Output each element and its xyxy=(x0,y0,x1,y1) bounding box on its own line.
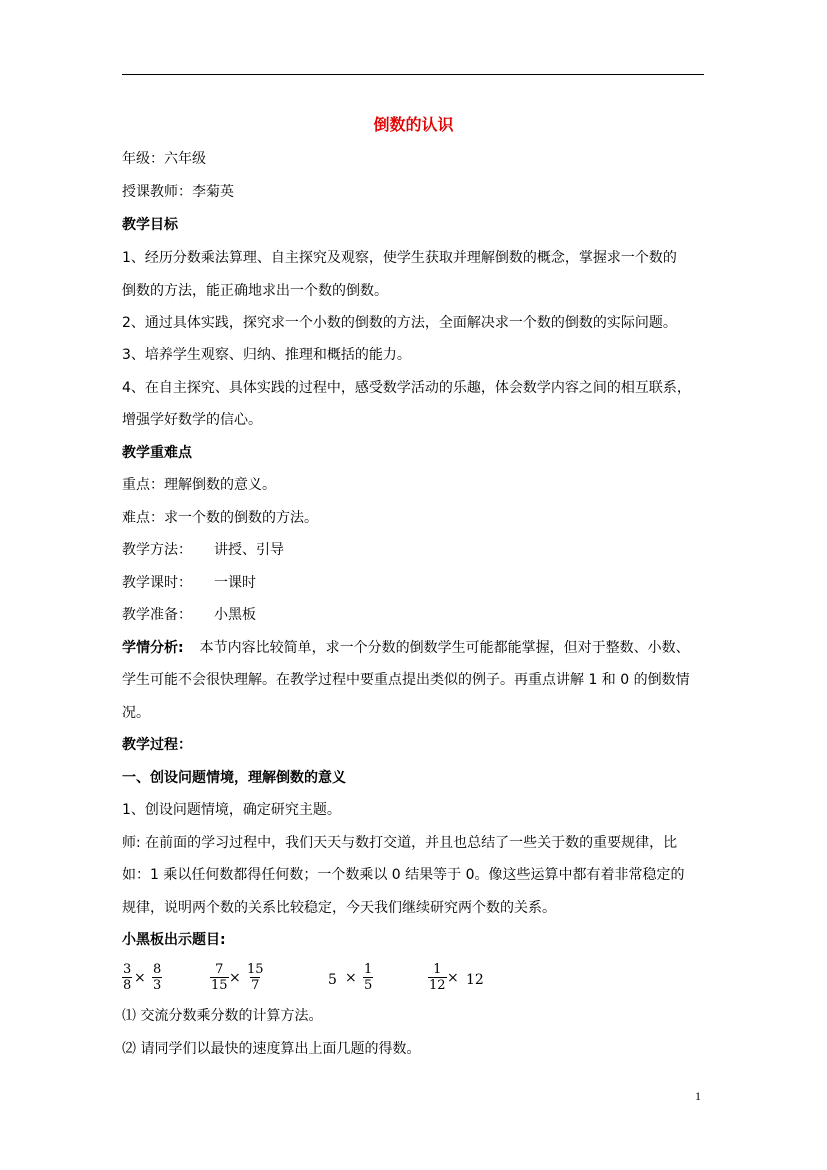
times-sign: × xyxy=(345,970,357,986)
fraction: $\frac{3}{8}$ xyxy=(123,962,132,993)
teacher-speech-line-2: 如：1 乘以任何数都得任何数；一个数乘以 0 结果等于 0。像这些运算中都有着非常稳定的 xyxy=(122,867,685,883)
goals-heading: 教学目标 xyxy=(122,217,178,233)
goal-4-line-1: 4、在自主探究、具体实践的过程中，感受数学活动的乐趣，体会数学内容之间的相互联系， xyxy=(122,380,691,396)
analysis-line-1 xyxy=(122,639,690,657)
page-number: 1 xyxy=(695,1089,701,1103)
times-sign: × xyxy=(134,970,146,986)
analysis-line-3: 况。 xyxy=(122,705,150,721)
hard-point: 难点：求一个数的倒数的方法。 xyxy=(122,510,318,526)
teacher-speech-line-3: 规律，说明两个数的关系比较稳定，今天我们继续研究两个数的关系。 xyxy=(122,900,556,916)
whole-number: 12 xyxy=(466,972,484,988)
analysis-line-2: 学生可能不会很快理解。在教学过程中要重点提出类似的例子。再重点讲解 1 和 0 的倒数情 xyxy=(122,672,690,688)
board-heading: 小黑板出示题目: xyxy=(122,932,226,948)
times-sign: × xyxy=(447,970,459,986)
question-2: ⑵ 请同学们以最快的速度算出上面几题的得数。 xyxy=(122,1041,421,1057)
whole-number: 5 xyxy=(328,972,337,988)
fraction: $\frac{15}{7}$ xyxy=(247,962,264,993)
hours-value: 一课时 xyxy=(214,575,256,591)
prep-line xyxy=(122,606,256,624)
key-point: 重点：理解倒数的意义。 xyxy=(122,477,276,493)
method-value: 讲授、引导 xyxy=(214,542,284,558)
page-title: 倒数的认识 xyxy=(373,115,454,134)
times-sign: × xyxy=(229,970,241,986)
goal-2: 2、通过具体实践，探究求一个小数的倒数的方法，全面解决求一个数的倒数的实际问题。 xyxy=(122,315,677,331)
question-1: ⑴ 交流分数乘分数的计算方法。 xyxy=(122,1008,323,1024)
hours-line xyxy=(122,574,256,592)
teacher-line: 授课教师：李菊英 xyxy=(122,184,234,200)
method-line xyxy=(122,541,284,559)
fraction: $\frac{7}{15}$ xyxy=(211,962,228,993)
goal-4-line-2: 增强学好数学的信心。 xyxy=(122,412,262,428)
section-1-heading: 一、创设问题情境，理解倒数的意义 xyxy=(122,770,346,786)
analysis-label: 学情分析: xyxy=(122,640,184,656)
teacher-speech-line-1: 师: 在前面的学习过程中，我们天天与数打交道，并且也总结了一些关于数的重要规律，比 xyxy=(122,835,678,851)
prep-label: 教学准备： xyxy=(122,607,192,623)
goal-3: 3、培养学生观察、归纳、推理和概括的能力。 xyxy=(122,347,411,363)
goal-1-line-2: 倒数的方法，能正确地求出一个数的倒数。 xyxy=(122,283,388,299)
prep-value: 小黑板 xyxy=(214,607,256,623)
fraction: $\frac{1}{12}$ xyxy=(429,962,446,993)
fraction: $\frac{8}{3}$ xyxy=(153,962,162,993)
fraction: $\frac{1}{5}$ xyxy=(364,962,373,993)
step-1: 1、创设问题情境，确定研究主题。 xyxy=(122,802,341,818)
grade-line: 年级：六年级 xyxy=(122,151,206,167)
difficulty-heading: 教学重难点 xyxy=(122,445,192,461)
method-label: 教学方法： xyxy=(122,542,192,558)
goal-1-line-1: 1、经历分数乘法算理、自主探究及观察，使学生获取并理解倒数的概念，掌握求一个数的 xyxy=(122,250,677,266)
header-rule xyxy=(122,74,704,75)
hours-label: 教学课时： xyxy=(122,575,192,591)
analysis-text-1: 本节内容比较简单，求一个分数的倒数学生可能都能掌握，但对于整数、小数、 xyxy=(199,640,690,656)
process-heading: 教学过程： xyxy=(122,737,192,753)
